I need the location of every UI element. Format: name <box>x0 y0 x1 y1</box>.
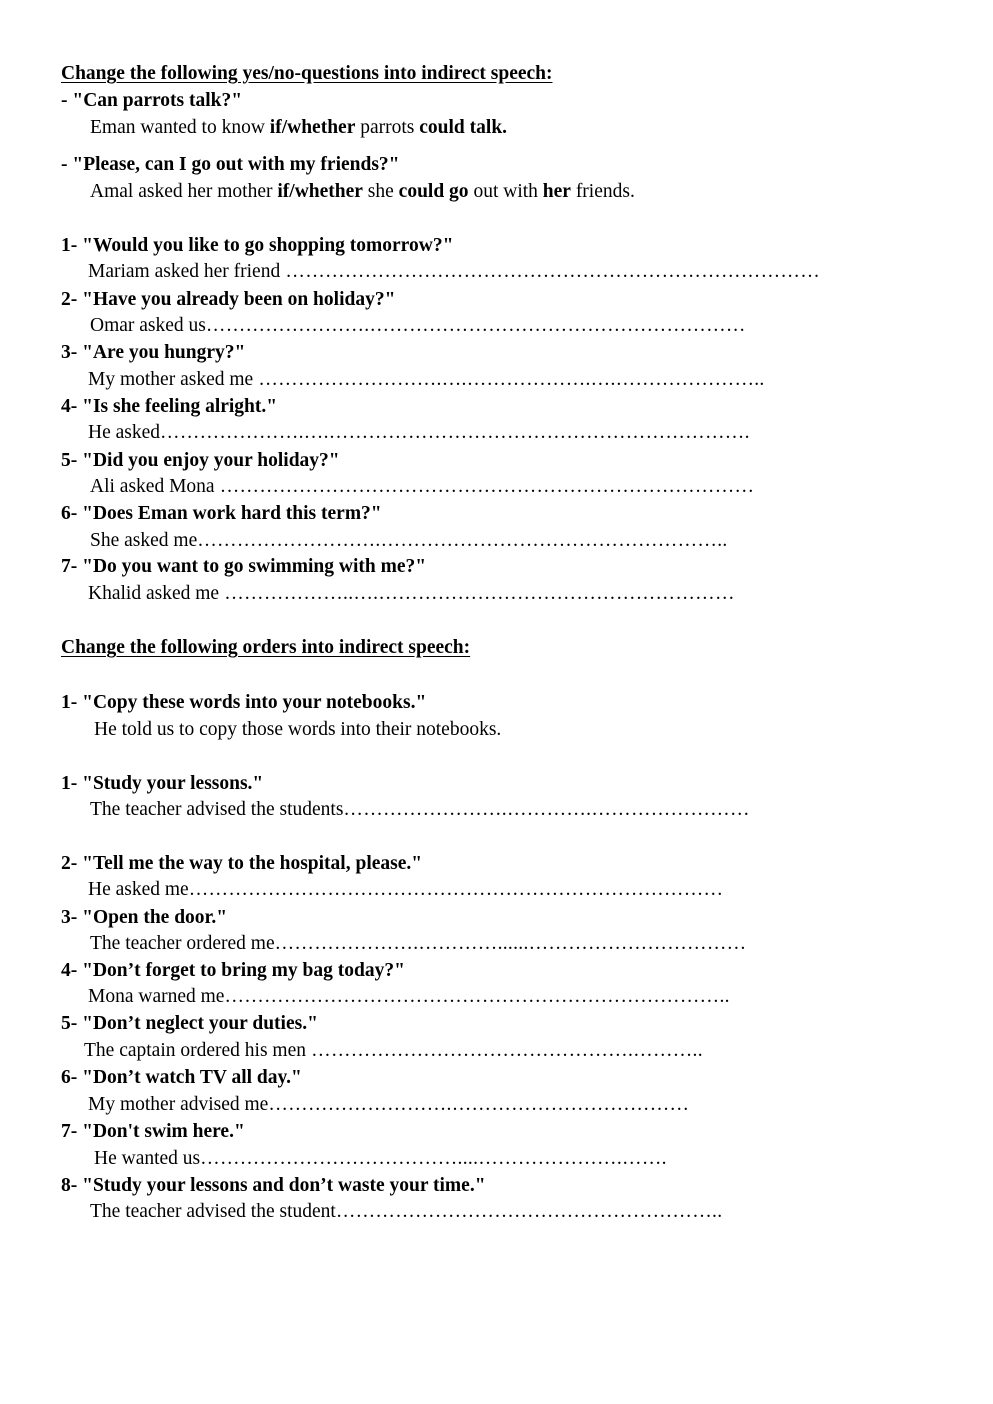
s2-item6-question: 6- "Don’t watch TV all day." <box>61 1067 302 1088</box>
s1-item2-question: 2- "Have you already been on holiday?" <box>61 289 396 310</box>
answer-blank[interactable]: ………………….…………......…………………………… <box>274 933 747 954</box>
s1-item2-answer-line[interactable] <box>90 314 746 338</box>
s2-item5-answer-line[interactable] <box>84 1039 703 1063</box>
s1-item3-question: 3- "Are you hungry?" <box>61 342 246 363</box>
s1-item7-answer-line[interactable] <box>88 582 735 606</box>
answer-blank[interactable]: ………………….….………………………………………………………. <box>160 422 750 443</box>
example2-answer-part: friends. <box>570 181 635 202</box>
s2-example-question: 1- "Copy these words into your notebooks." <box>61 692 427 713</box>
answer-blank[interactable]: …………………….………….…………………… <box>343 799 750 820</box>
s1-item1-question: 1- "Would you like to go shopping tomorrow?" <box>61 235 454 256</box>
answer-prompt: The teacher advised the students <box>90 799 344 820</box>
s2-item7-question: 7- "Don't swim here." <box>61 1121 245 1142</box>
section1-heading: Change the following yes/no-questions into indirect speech: <box>61 63 553 84</box>
s2-item7-answer-line[interactable] <box>94 1147 667 1171</box>
s1-item1-answer-line[interactable] <box>88 260 820 284</box>
example1-question: - "Can parrots talk?" <box>61 90 243 111</box>
example1-answer-keyword: could talk. <box>419 117 508 138</box>
s2-item8-answer-line[interactable] <box>90 1200 722 1224</box>
example1-answer-part: parrots <box>355 117 420 138</box>
answer-blank[interactable]: ………………………………………….……….. <box>306 1040 703 1061</box>
answer-prompt: My mother advised me <box>88 1094 269 1115</box>
s2-item6-answer-line[interactable] <box>88 1093 689 1117</box>
s1-item6-answer-line[interactable] <box>90 529 728 553</box>
s1-item4-answer-line[interactable] <box>88 421 750 445</box>
s2-example-answer: He told us to copy those words into their notebooks. <box>94 719 502 740</box>
answer-prompt: Mariam asked her friend <box>88 261 281 282</box>
s2-item3-question: 3- "Open the door." <box>61 907 228 928</box>
answer-prompt: She asked me <box>90 530 198 551</box>
answer-blank[interactable]: ………………………………………………………………….. <box>224 986 730 1007</box>
example2-answer-keyword: could go <box>398 181 469 202</box>
s2-item1-question: 1- "Study your lessons." <box>61 773 264 794</box>
answer-prompt: Khalid asked me <box>88 583 220 604</box>
answer-prompt: My mother asked me <box>88 369 254 390</box>
example2-answer-keyword: her <box>542 181 571 202</box>
s1-item4-question: 4- "Is she feeling alright." <box>61 396 278 417</box>
answer-prompt: The captain ordered his men <box>84 1040 306 1061</box>
s2-item4-question: 4- "Don’t forget to bring my bag today?" <box>61 960 405 981</box>
s2-item8-question: 8- "Study your lessons and don’t waste your time." <box>61 1175 486 1196</box>
section2-heading: Change the following orders into indirect speech: <box>61 637 471 658</box>
example2-answer-part: she <box>362 181 399 202</box>
example1-answer-part: Eman wanted to know <box>90 117 270 138</box>
s1-item5-answer-line[interactable] <box>90 475 754 499</box>
answer-prompt: Ali asked Mona <box>90 476 215 497</box>
example2-answer <box>90 180 635 204</box>
example2-answer-part: out with <box>468 181 543 202</box>
answer-prompt: Omar asked us <box>90 315 206 336</box>
answer-prompt: He asked me <box>88 879 189 900</box>
s1-item7-question: 7- "Do you want to go swimming with me?" <box>61 556 427 577</box>
answer-prompt: The teacher advised the student <box>90 1201 336 1222</box>
answer-blank[interactable]: ……………………….……………………………… <box>268 1094 690 1115</box>
s2-item5-question: 5- "Don’t neglect your duties." <box>61 1013 318 1034</box>
answer-prompt: He asked <box>88 422 161 443</box>
s2-item2-question: 2- "Tell me the way to the hospital, please." <box>61 853 423 874</box>
answer-blank[interactable]: ……………………….…………………………………………….. <box>197 530 728 551</box>
example1-answer <box>90 116 507 140</box>
answer-blank[interactable]: ………………..….……………………………………………… <box>219 583 735 604</box>
answer-blank[interactable]: …………………………………....………………….……. <box>200 1148 667 1169</box>
s1-item3-answer-line[interactable] <box>88 368 765 392</box>
answer-blank[interactable]: …………………….………………………………………………… <box>205 315 746 336</box>
s1-item6-question: 6- "Does Eman work hard this term?" <box>61 503 382 524</box>
s2-item2-answer-line[interactable] <box>88 878 723 902</box>
answer-prompt: He wanted us <box>94 1148 201 1169</box>
answer-blank[interactable]: ………………………………………………….. <box>335 1201 723 1222</box>
answer-blank[interactable]: ……………………………………………………………………… <box>214 476 755 497</box>
example2-answer-part: Amal asked her mother <box>90 181 278 202</box>
s2-item1-answer-line[interactable] <box>90 798 750 822</box>
s1-item5-question: 5- "Did you enjoy your holiday?" <box>61 450 340 471</box>
answer-prompt: Mona warned me <box>88 986 225 1007</box>
example2-question: - "Please, can I go out with my friends?" <box>61 154 400 175</box>
s2-item4-answer-line[interactable] <box>88 985 730 1009</box>
example2-answer-keyword: if/whether <box>277 181 363 202</box>
answer-blank[interactable]: ……………………………………………………………………… <box>188 879 724 900</box>
example1-answer-keyword: if/whether <box>269 117 356 138</box>
s2-item3-answer-line[interactable] <box>90 932 746 956</box>
answer-blank[interactable]: ……………………….….……………….….………………….. <box>253 369 765 390</box>
answer-blank[interactable]: ……………………………………………………………………… <box>280 261 820 282</box>
answer-prompt: The teacher ordered me <box>90 933 275 954</box>
